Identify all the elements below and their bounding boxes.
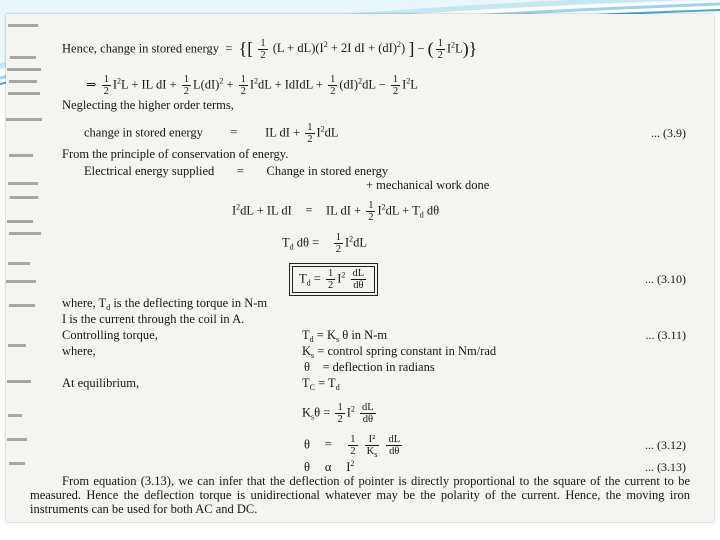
fraction bbox=[366, 200, 375, 223]
expr: dL − bbox=[362, 77, 386, 92]
den: 2 bbox=[330, 86, 336, 97]
expr: L(dI) bbox=[192, 77, 220, 92]
text: is the deflecting torque in N-m bbox=[113, 296, 268, 310]
expr: θ bbox=[304, 437, 310, 452]
fraction bbox=[335, 402, 344, 425]
sub: s bbox=[374, 450, 378, 459]
bracket: ] bbox=[408, 38, 415, 59]
bracket: )} bbox=[462, 38, 478, 59]
num: 1 bbox=[350, 434, 356, 445]
fraction bbox=[360, 402, 376, 425]
expr: dL + IL dI bbox=[240, 203, 292, 218]
text: where, T bbox=[62, 296, 107, 310]
fraction bbox=[102, 74, 111, 97]
line-equilibrium-expr bbox=[302, 376, 340, 391]
fraction bbox=[239, 74, 248, 97]
text: Electrical energy supplied bbox=[84, 164, 215, 178]
num: 1 bbox=[437, 38, 443, 49]
line-ks-def bbox=[302, 344, 496, 359]
line-proportional: θ α $I^2$ bbox=[304, 459, 355, 474]
fraction bbox=[351, 268, 367, 291]
num: dL bbox=[362, 402, 374, 413]
expr: = T bbox=[318, 376, 336, 390]
scan-edge-noise bbox=[6, 14, 58, 522]
sub: d bbox=[419, 210, 424, 220]
num: 1 bbox=[327, 268, 334, 279]
implies: ⇒ bbox=[86, 77, 97, 92]
num: 1 bbox=[103, 74, 109, 85]
line-energy-balance: $I^2dL$ + IL dI = IL dI + $\frac{1}{2}$ $I^2dL + T_d$ dθ bbox=[232, 200, 440, 223]
den: 2 bbox=[307, 134, 313, 145]
expr: $(L + dL)(I^2 + 2I$ dI + (dI)$^2$) bbox=[272, 40, 406, 56]
bracket: ( bbox=[427, 38, 434, 59]
sub: C bbox=[309, 383, 315, 392]
den: 2 bbox=[260, 50, 266, 61]
line-deflecting-torque-boxed bbox=[292, 266, 375, 293]
fraction bbox=[436, 38, 445, 61]
line-equilibrium: At equilibrium, bbox=[62, 376, 140, 390]
line-where: where, bbox=[62, 344, 96, 358]
fraction bbox=[391, 74, 400, 97]
text: Change in stored energy bbox=[266, 164, 389, 178]
text: = deflection in radians bbox=[322, 360, 435, 374]
equation-number-3-12: ... (3.12) bbox=[645, 438, 686, 452]
num: 1 bbox=[240, 74, 246, 85]
fraction bbox=[365, 434, 380, 457]
num: 1 bbox=[183, 74, 189, 85]
sub: d bbox=[106, 303, 111, 312]
expr: dL bbox=[353, 235, 367, 250]
line-torque-work: $T_d$ dθ = $\frac{1}{2}$ $I^2dL$ bbox=[282, 232, 367, 255]
num: dL bbox=[352, 268, 365, 279]
den: dθ bbox=[353, 280, 364, 291]
expr: dθ = bbox=[296, 235, 320, 250]
den: 2 bbox=[368, 212, 374, 223]
den bbox=[365, 446, 380, 457]
expr: θ = bbox=[314, 405, 331, 420]
line-theta-result bbox=[304, 434, 404, 457]
fraction bbox=[305, 122, 314, 145]
expr: I bbox=[346, 460, 351, 474]
num: 1 bbox=[392, 74, 399, 85]
den: 2 bbox=[392, 86, 399, 97]
num: 1 bbox=[368, 200, 374, 211]
equation-number-3-9: ... (3.9) bbox=[651, 126, 686, 140]
fraction bbox=[348, 434, 357, 457]
sub: d bbox=[335, 383, 340, 392]
line-ks-theta: $K_s\theta$ = $\frac{1}{2}$ $I^2$ $\frac{dL}{d\theta}$ bbox=[302, 402, 374, 425]
equals: = bbox=[236, 164, 244, 178]
expr: θ bbox=[304, 360, 310, 374]
expr: (dI) bbox=[339, 77, 359, 92]
sub: d bbox=[306, 278, 311, 288]
equals: = bbox=[324, 437, 332, 452]
num: dL bbox=[388, 434, 401, 445]
num: I² bbox=[365, 434, 380, 446]
sub: s bbox=[311, 412, 315, 422]
sub: s bbox=[335, 335, 340, 344]
den: 2 bbox=[183, 86, 189, 97]
expr: T bbox=[302, 328, 310, 342]
den: 2 bbox=[437, 50, 443, 61]
expr: dθ bbox=[426, 203, 440, 218]
text: Hence, change in stored energy bbox=[62, 41, 219, 56]
den: dθ bbox=[362, 414, 373, 425]
fraction bbox=[326, 268, 335, 291]
equals: = bbox=[230, 125, 238, 140]
sub: d bbox=[309, 335, 314, 344]
line-neglecting: Neglecting the higher order terms, bbox=[62, 98, 234, 112]
equals: = bbox=[313, 271, 321, 286]
den: 2 bbox=[337, 414, 343, 425]
line-expansion: ⇒ $\frac{1}{2}$ $I^2L$ + IL dI + $\frac{1}{2}$ L(dI)$^2$ + $\frac{1}{2}$ $I^2dL$ + IdIdL + $\frac{1}{2}$ (dI)$^2$dL − $\frac{1}{2}$ $I^2L$ bbox=[86, 74, 418, 97]
expr: = K bbox=[316, 328, 336, 342]
conclusion-paragraph: From equation (3.13), we can infer that the deflection of pointer is directly proportional to the square of the current to be measured. Hence the deflection torque is unidirectional whatever may be the polarity of the current. Hence, the moving iron instruments can be used for both AC and DC. bbox=[30, 474, 690, 516]
expr: + bbox=[226, 77, 234, 92]
line-where-td bbox=[62, 296, 267, 311]
num: 1 bbox=[335, 232, 341, 243]
expr: T bbox=[282, 235, 290, 250]
num: 1 bbox=[337, 402, 343, 413]
line-change-stored-energy-simplified: change in stored energy = IL dI + $\frac{1}{2}$ $I^2dL$ bbox=[84, 122, 339, 145]
num: 1 bbox=[260, 38, 266, 49]
den-k: K bbox=[366, 446, 375, 457]
expr: dL bbox=[324, 125, 339, 140]
equation-number-3-10: ... (3.10) bbox=[645, 272, 686, 286]
expr: dL + IdIdL + bbox=[258, 77, 323, 92]
fraction bbox=[258, 38, 267, 61]
equation-number-3-11: ... (3.11) bbox=[645, 328, 686, 342]
line-controlling-torque: Controlling torque, bbox=[62, 328, 158, 342]
line-controlling-torque-expr bbox=[302, 328, 387, 343]
sub: d bbox=[289, 242, 294, 252]
equation-number-3-13: ... (3.13) bbox=[645, 460, 686, 474]
den: 2 bbox=[240, 86, 246, 97]
num: 1 bbox=[307, 122, 313, 133]
expr: L bbox=[410, 77, 418, 92]
den: 2 bbox=[327, 280, 334, 291]
den: dθ bbox=[389, 446, 400, 457]
expr: IL dI + bbox=[265, 125, 301, 140]
num: 1 bbox=[330, 74, 336, 85]
fraction bbox=[182, 74, 191, 97]
alpha: α bbox=[324, 460, 332, 474]
line-change-stored-energy: Hence, change in stored energy = {[ $\frac{1}{2}$ $(L + dL)(I^2 + 2I$ dI + (dI)$^2$) ] − ( $\frac{1}{2}$ $I^2L$)} bbox=[62, 38, 478, 61]
sub: s bbox=[311, 351, 315, 360]
line-current-coil: I is the current through the coil in A. bbox=[62, 312, 245, 326]
text: change in stored energy bbox=[84, 125, 203, 140]
line-electrical-energy bbox=[84, 164, 388, 179]
expr: θ in N-m bbox=[342, 328, 388, 342]
den: 2 bbox=[103, 86, 109, 97]
den: 2 bbox=[350, 446, 356, 457]
boxed-equation: $T_d$ = $\frac{1}{2}$ $I^2$ $\frac{dL}{d\theta}$ bbox=[292, 266, 375, 293]
fraction bbox=[328, 74, 337, 97]
expr: T bbox=[302, 376, 310, 390]
fraction bbox=[334, 232, 343, 255]
expr: K bbox=[302, 344, 312, 358]
line-conservation: From the principle of conservation of energy. bbox=[62, 147, 289, 161]
expr: T bbox=[299, 271, 307, 286]
expr: dL + T bbox=[385, 203, 420, 218]
brace: {[ bbox=[238, 38, 254, 59]
scanned-textbook-page bbox=[6, 14, 714, 522]
den: 2 bbox=[335, 244, 341, 255]
line-theta-def bbox=[304, 360, 435, 375]
equals: = bbox=[305, 203, 313, 218]
expr: K bbox=[302, 405, 312, 420]
expr: IL dI + bbox=[326, 203, 362, 218]
text: = control spring constant in Nm/rad bbox=[317, 344, 497, 358]
expr: θ bbox=[304, 460, 310, 474]
expr: L + IL dI + bbox=[121, 77, 177, 92]
fraction bbox=[386, 434, 402, 457]
line-mechanical-work: + mechanical work done bbox=[366, 178, 490, 192]
equals: = bbox=[225, 41, 233, 56]
